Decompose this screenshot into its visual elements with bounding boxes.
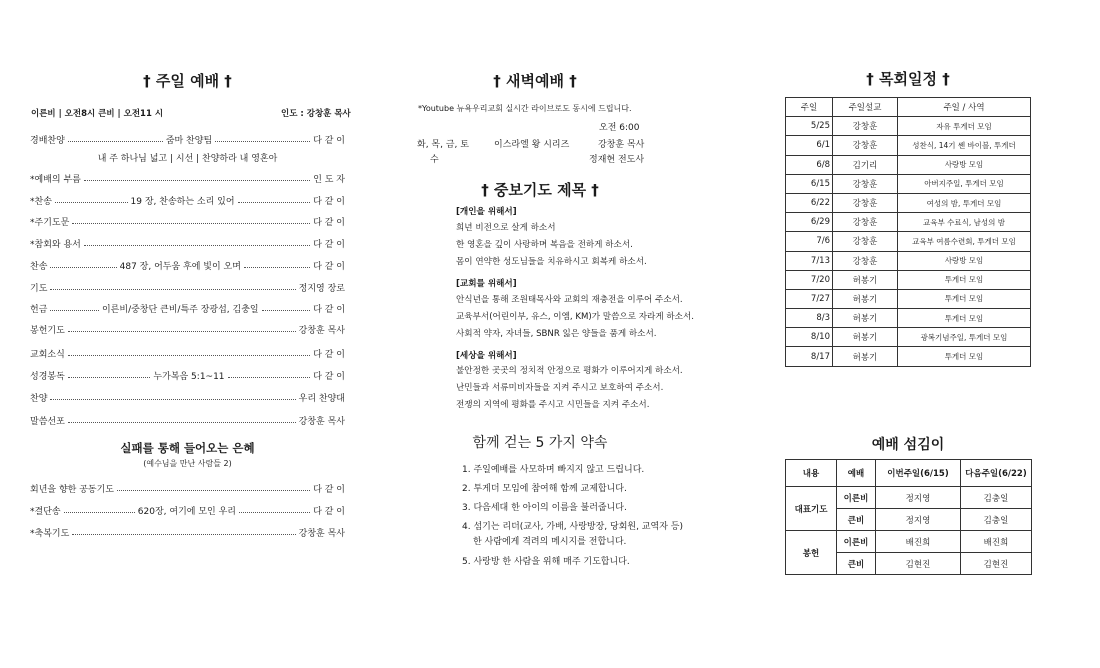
dot-leader xyxy=(50,289,295,290)
order-label: 찬양 xyxy=(30,393,48,404)
schedule-date: 7/20 xyxy=(786,270,833,289)
serve-role: 봉헌 xyxy=(786,531,837,575)
schedule-preacher: 강창훈 xyxy=(833,117,898,136)
schedule-ministry: 여성의 밤, 투게더 모임 xyxy=(898,193,1031,212)
prayer-item: 안식년을 통해 조원태목사와 교회의 재충전을 이루어 주소서. xyxy=(456,295,683,305)
intercession-title: † 중보기도 제목 † xyxy=(481,181,599,199)
dot-leader xyxy=(50,310,99,311)
serve-service: 큰비 xyxy=(837,509,876,531)
promise-item-continued: 한 사람에게 격려의 메시지를 전합니다. xyxy=(473,537,627,547)
serve-person: 정지영 xyxy=(876,487,961,509)
dot-leader xyxy=(117,490,310,491)
prayer-item: 난민들과 서류미비자들을 지켜 주시고 보호하여 주소서. xyxy=(456,383,664,393)
dot-leader xyxy=(64,512,135,513)
serve-person: 정지영 xyxy=(876,509,961,531)
order-row xyxy=(30,322,345,336)
schedule-ministry: 투게더 모임 xyxy=(898,270,1031,289)
schedule-ministry: 사랑방 모임 xyxy=(898,155,1031,174)
table-header-row xyxy=(786,98,1031,117)
dawn-series: 이스라엘 왕 시리즈 xyxy=(494,140,570,150)
order-row xyxy=(30,346,345,360)
schedule-date: 6/8 xyxy=(786,155,833,174)
order-person: 강창훈 목사 xyxy=(298,416,345,427)
order-row xyxy=(30,171,345,185)
prayer-item: 희년 비전으로 살게 하소서 xyxy=(456,223,556,233)
service-times: 이른비 | 오전8시 큰비 | 오전11 시 xyxy=(31,109,164,119)
serve-service: 큰비 xyxy=(837,553,876,575)
prayer-item: 한 영혼을 깊이 사랑하며 복음을 전하게 하소서. xyxy=(456,240,633,250)
order-detail: 19 장, 찬송하는 소리 있어 xyxy=(130,196,235,207)
schedule-ministry: 사랑방 모임 xyxy=(898,251,1031,270)
serve-service: 이른비 xyxy=(837,531,876,553)
dot-leader xyxy=(55,202,128,203)
order-label: 경배찬양 xyxy=(30,135,65,146)
table-row xyxy=(786,213,1031,232)
order-label: *참회와 용서 xyxy=(30,239,81,250)
schedule-preacher: 허봉기 xyxy=(833,270,898,289)
order-label: 말씀선포 xyxy=(30,416,65,427)
order-person: 다 같 이 xyxy=(313,304,346,315)
dot-leader xyxy=(50,399,295,400)
serve-person: 김충일 xyxy=(961,509,1032,531)
dot-leader xyxy=(238,202,311,203)
ministry-schedule-title: † 목회일정 † xyxy=(866,70,950,88)
header-cell: 주일 / 사역 xyxy=(898,98,1031,117)
dot-leader xyxy=(68,331,296,332)
order-row xyxy=(30,481,345,495)
schedule-date: 6/15 xyxy=(786,174,833,193)
table-header-row xyxy=(786,460,1032,487)
order-person: 다 같 이 xyxy=(313,484,345,495)
table-row xyxy=(786,155,1031,174)
schedule-ministry: 광복기념주일, 투게더 모임 xyxy=(898,328,1031,347)
header-cell: 이번주일(6/15) xyxy=(876,460,961,487)
table-row xyxy=(786,270,1031,289)
order-person: 강창훈 목사 xyxy=(298,528,345,539)
order-row xyxy=(30,390,345,404)
prayer-item: 전쟁의 지역에 평화를 주시고 시민들을 지켜 주소서. xyxy=(456,400,650,410)
schedule-preacher: 강창훈 xyxy=(833,136,898,155)
header-cell: 주일설교 xyxy=(833,98,898,117)
order-label: 기도 xyxy=(30,283,48,294)
table-row xyxy=(786,328,1031,347)
dot-leader xyxy=(84,180,310,181)
order-person: 정지영 장로 xyxy=(298,283,345,294)
order-row xyxy=(30,280,345,294)
schedule-preacher: 강창훈 xyxy=(833,213,898,232)
dot-leader xyxy=(262,310,311,311)
table-row xyxy=(786,347,1031,366)
order-label: *주기도문 xyxy=(30,217,70,228)
order-label: *찬송 xyxy=(30,196,52,207)
order-row xyxy=(30,503,345,517)
serve-service: 이른비 xyxy=(837,487,876,509)
dawn-preacher-wed: 정재현 전도사 xyxy=(589,155,645,165)
order-person: 우리 찬양대 xyxy=(298,393,345,404)
order-label: 봉헌기도 xyxy=(30,325,65,336)
worship-servers-title: 예배 섬김이 xyxy=(871,437,945,453)
promise-item: 1. 주일예배를 사모하며 빠지지 않고 드립니다. xyxy=(462,465,645,475)
order-label: *예배의 부름 xyxy=(30,174,81,185)
serve-person: 배진희 xyxy=(961,531,1032,553)
schedule-preacher: 허봉기 xyxy=(833,309,898,328)
order-person: 다 같 이 xyxy=(313,135,345,146)
serve-role: 대표기도 xyxy=(786,487,837,531)
table-row xyxy=(786,193,1031,212)
schedule-preacher: 강창훈 xyxy=(833,232,898,251)
schedule-preacher: 허봉기 xyxy=(833,347,898,366)
header-cell: 다음주일(6/22) xyxy=(961,460,1032,487)
dawn-preacher: 강창훈 목사 xyxy=(598,140,645,150)
serve-person: 김현진 xyxy=(961,553,1032,575)
schedule-date: 8/17 xyxy=(786,347,833,366)
prayer-item: 사회적 약자, 자녀들, SBNR 잃은 양들을 품게 하소서. xyxy=(456,329,657,339)
schedule-ministry: 교육부 수료식, 남성의 밤 xyxy=(898,213,1031,232)
serve-person: 김충일 xyxy=(961,487,1032,509)
prayer-section-heading: [세상을 위해서] xyxy=(456,351,517,361)
praise-song-list: 내 주 하나님 넓고 | 시선 | 찬양하라 내 영혼아 xyxy=(97,154,278,164)
dawn-worship-title: † 새벽예배 † xyxy=(493,72,577,90)
table-row xyxy=(786,309,1031,328)
dawn-time: 오전 6:00 xyxy=(599,123,640,133)
order-detail: 487 장, 어두움 후에 빛이 오며 xyxy=(119,261,241,272)
header-cell: 내용 xyxy=(786,460,837,487)
schedule-preacher: 강창훈 xyxy=(833,193,898,212)
serve-person: 배진희 xyxy=(876,531,961,553)
sermon-subtitle: (예수님을 만난 사람들 2) xyxy=(143,459,232,468)
order-label: *축복기도 xyxy=(30,528,70,539)
dot-leader xyxy=(68,141,163,142)
dot-leader xyxy=(72,534,295,535)
worship-servers-table xyxy=(785,459,1032,575)
dot-leader xyxy=(68,355,310,356)
prayer-section-heading: [개인을 위해서] xyxy=(456,207,517,217)
worship-leader: 인도 : 강창훈 목사 xyxy=(281,109,351,119)
order-label: *결단송 xyxy=(30,506,61,517)
order-detail: 누가복음 5:1~11 xyxy=(153,371,225,382)
order-person: 다 같 이 xyxy=(313,371,345,382)
order-row xyxy=(30,301,345,315)
dawn-days: 화, 목, 금, 토 xyxy=(417,140,469,150)
schedule-date: 6/22 xyxy=(786,193,833,212)
serve-person: 김현진 xyxy=(876,553,961,575)
schedule-preacher: 강창훈 xyxy=(833,174,898,193)
header-cell: 주일 xyxy=(786,98,833,117)
order-detail: 이른비/중창단 큰비/특주 장광섭, 김충일 xyxy=(101,304,259,315)
order-row xyxy=(30,413,345,427)
promise-item: 4. 섬기는 리더(교사, 가배, 사랑방장, 당회원, 교역자 등) xyxy=(462,522,683,532)
order-label: 헌금 xyxy=(30,304,48,315)
schedule-preacher: 강창훈 xyxy=(833,251,898,270)
order-row xyxy=(30,193,345,207)
order-row xyxy=(30,368,345,382)
schedule-date: 6/29 xyxy=(786,213,833,232)
table-row xyxy=(786,289,1031,308)
promise-item: 3. 다음세대 한 아이의 이름을 불러줍니다. xyxy=(462,503,627,513)
header-cell: 예배 xyxy=(837,460,876,487)
order-person: 인 도 자 xyxy=(313,174,345,185)
sermon-title: 실패를 통해 들어오는 은혜 xyxy=(120,441,255,455)
schedule-ministry: 투게더 모임 xyxy=(898,309,1031,328)
prayer-section-heading: [교회를 위해서] xyxy=(456,279,517,289)
order-detail: 줌마 찬양팀 xyxy=(165,135,213,146)
schedule-date: 8/3 xyxy=(786,309,833,328)
schedule-preacher: 허봉기 xyxy=(833,328,898,347)
dot-leader xyxy=(68,422,296,423)
order-row xyxy=(30,214,345,228)
promise-item: 2. 투게더 모임에 참여해 함께 교제합니다. xyxy=(462,484,627,494)
dot-leader xyxy=(244,267,310,268)
schedule-date: 7/27 xyxy=(786,289,833,308)
schedule-ministry: 자유 투게더 모임 xyxy=(898,117,1031,136)
order-person: 다 같 이 xyxy=(313,261,345,272)
table-row xyxy=(786,117,1031,136)
order-detail: 620장, 여기에 모인 우리 xyxy=(137,506,236,517)
youtube-notice: *Youtube 뉴욕우리교회 실시간 라이브로도 동시에 드립니다. xyxy=(418,104,632,113)
order-row xyxy=(30,258,345,272)
table-row xyxy=(786,531,1032,553)
dot-leader xyxy=(239,512,310,513)
schedule-date: 8/10 xyxy=(786,328,833,347)
order-row xyxy=(30,525,345,539)
table-row xyxy=(786,174,1031,193)
order-label: 회년을 향한 공동기도 xyxy=(30,484,114,495)
order-row xyxy=(30,132,345,146)
order-label: 성경봉독 xyxy=(30,371,65,382)
schedule-preacher: 허봉기 xyxy=(833,289,898,308)
order-row xyxy=(30,236,345,250)
ministry-schedule-table xyxy=(785,97,1031,367)
table-row xyxy=(786,232,1031,251)
order-label: 찬송 xyxy=(30,261,48,272)
schedule-date: 7/13 xyxy=(786,251,833,270)
sunday-worship-title: † 주일 예배 † xyxy=(143,72,232,90)
dot-leader xyxy=(228,377,311,378)
dot-leader xyxy=(84,245,310,246)
dot-leader xyxy=(68,377,151,378)
order-person: 다 같 이 xyxy=(313,506,345,517)
schedule-date: 5/25 xyxy=(786,117,833,136)
order-person: 강창훈 목사 xyxy=(298,325,345,336)
dawn-days-wed: 수 xyxy=(430,155,439,165)
promise-item: 5. 사랑방 한 사람을 위해 매주 기도합니다. xyxy=(462,557,630,567)
schedule-preacher: 김기리 xyxy=(833,155,898,174)
prayer-item: 불안정한 곳곳의 정치적 안정으로 평화가 이루어지게 하소서. xyxy=(456,366,683,376)
schedule-date: 6/1 xyxy=(786,136,833,155)
schedule-ministry: 투게더 모임 xyxy=(898,289,1031,308)
order-person: 다 같 이 xyxy=(313,239,345,250)
five-promises-title: 함께 걷는 5 가지 약속 xyxy=(472,435,608,451)
schedule-ministry: 성찬식, 14기 쎈 바이블, 투게더 xyxy=(898,136,1031,155)
prayer-item: 교육부서(어린이부, 유스, 이엠, KM)가 말씀으로 자라게 하소서. xyxy=(456,312,695,322)
order-person: 다 같 이 xyxy=(313,217,345,228)
dot-leader xyxy=(72,223,310,224)
order-person: 다 같 이 xyxy=(313,196,345,207)
dot-leader xyxy=(215,141,310,142)
schedule-ministry: 교육부 여름수련회, 투게더 모임 xyxy=(898,232,1031,251)
prayer-item: 몸이 연약한 성도님들을 치유하시고 회복케 하소서. xyxy=(456,257,647,267)
table-row xyxy=(786,487,1032,509)
schedule-ministry: 투게더 모임 xyxy=(898,347,1031,366)
table-row xyxy=(786,251,1031,270)
order-person: 다 같 이 xyxy=(313,349,345,360)
order-label: 교회소식 xyxy=(30,349,65,360)
schedule-date: 7/6 xyxy=(786,232,833,251)
table-row xyxy=(786,136,1031,155)
dot-leader xyxy=(50,267,116,268)
schedule-ministry: 아버지주일, 투게더 모임 xyxy=(898,174,1031,193)
